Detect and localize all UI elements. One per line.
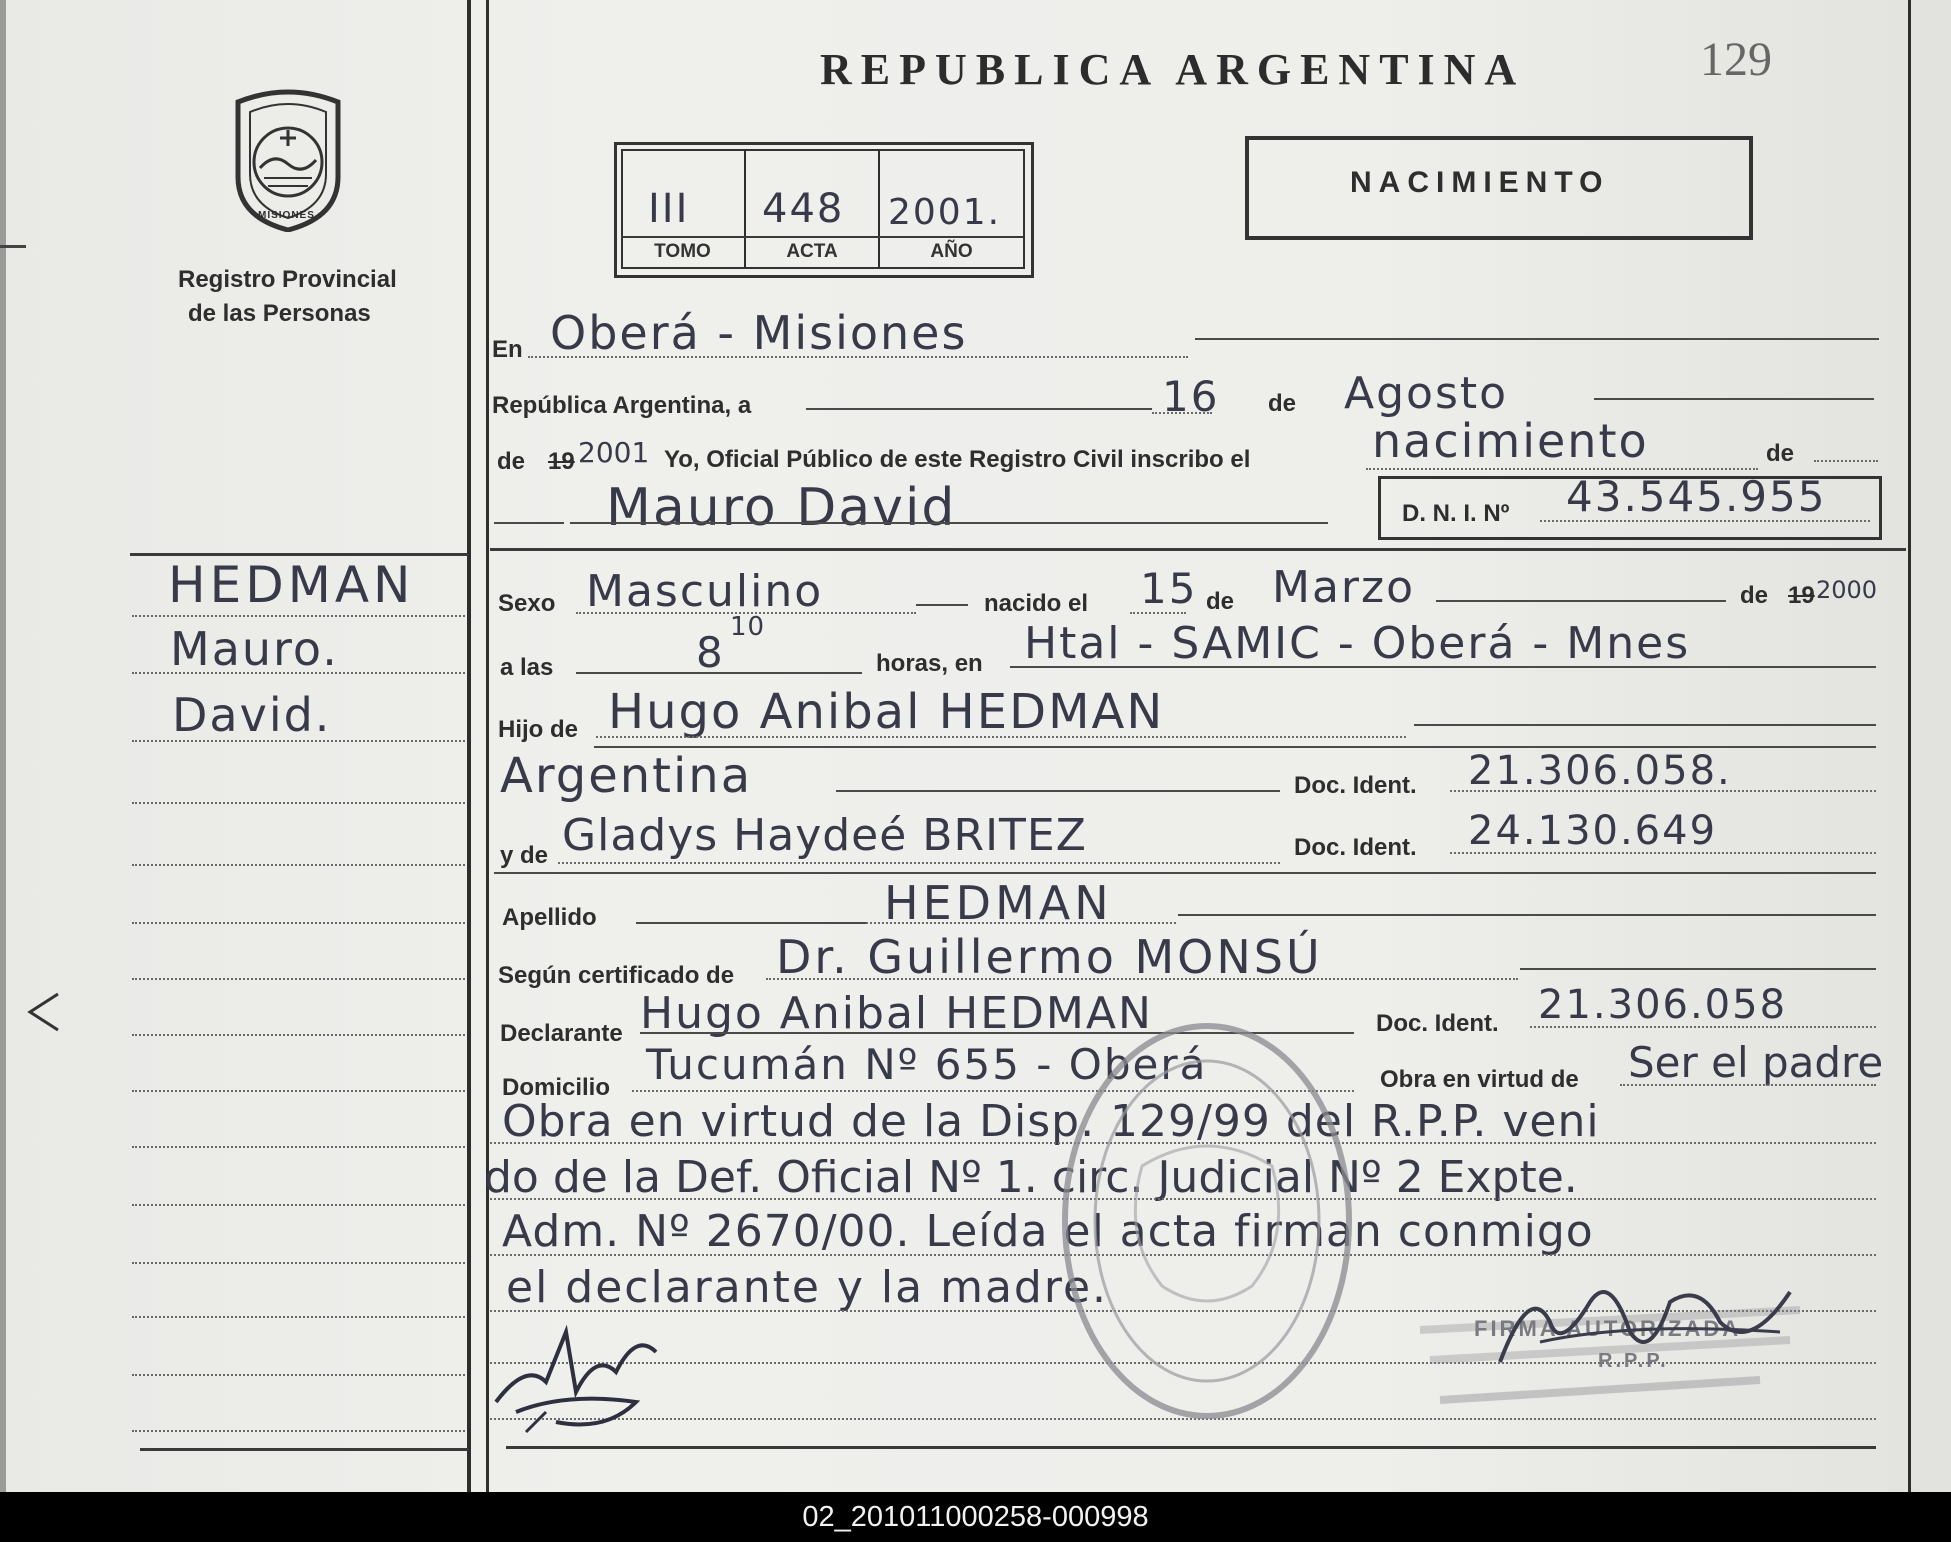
apellido-value: HEDMAN <box>884 876 1113 930</box>
ano-value: 2001. <box>888 192 1002 233</box>
inscribo-text: Yo, Oficial Público de este Registro Civil inscribo el <box>664 446 1251 473</box>
birth-month-value: Marzo <box>1272 562 1416 613</box>
file-id-caption: 02_201011000258-000998 <box>0 1492 1951 1542</box>
acta-value: 448 <box>762 186 845 232</box>
notes-line-2: do de la Def. Oficial Nº 1. circ. Judicial Nº 2 Expte. <box>484 1152 1578 1203</box>
binding-thread-icon <box>22 990 66 1034</box>
margin-line <box>132 1316 465 1318</box>
nationality-line <box>836 790 1280 792</box>
margin-line <box>132 615 465 617</box>
place-line <box>528 356 1188 358</box>
sexo-line-tail <box>916 604 968 606</box>
child-name-line <box>570 522 1328 524</box>
de-birth-month-label: de <box>1206 588 1235 615</box>
birth-month-line <box>1436 600 1726 602</box>
form-left-line <box>486 0 489 1492</box>
certificado-line-tail <box>1520 968 1876 970</box>
margin-line <box>132 740 465 742</box>
obra-label: Obra en virtud de <box>1380 1066 1579 1093</box>
obra-line <box>1620 1084 1876 1086</box>
apellido-label: Apellido <box>502 904 597 931</box>
date-line <box>806 408 1152 410</box>
acta-label: ACTA <box>786 241 838 262</box>
margin-line <box>132 1204 465 1206</box>
mother-name-line <box>558 862 1280 864</box>
margin-line <box>132 1430 465 1432</box>
seal-label: MISIONES <box>258 210 315 221</box>
en-label: En <box>492 336 523 363</box>
mother-doc-line <box>1450 852 1876 854</box>
record-type-label: NACIMIENTO <box>1350 166 1610 199</box>
minute-value: 10 <box>730 612 766 642</box>
tomo-value: III <box>648 186 690 232</box>
place-line-tail <box>1195 338 1879 340</box>
certificado-label: Según certificado de <box>498 962 735 989</box>
day-line <box>1152 412 1212 414</box>
father-name-line-tail <box>1414 724 1876 726</box>
margin-line <box>132 864 465 866</box>
father-doc-value: 21.306.058. <box>1468 748 1732 794</box>
tomo-label: TOMO <box>654 241 711 262</box>
page-number: 129 <box>1700 33 1772 86</box>
birth-day-line <box>1130 612 1186 614</box>
margin-line <box>132 802 465 804</box>
official-round-stamp-icon <box>1052 1016 1362 1426</box>
notes-line-1: Obra en virtud de la Disp. 129/99 del R.P.P. veni <box>502 1096 1600 1147</box>
de-birth-year-label: de <box>1740 582 1769 609</box>
declarant-signature-icon <box>486 1312 676 1442</box>
ano-label: AÑO <box>930 241 973 262</box>
father-doc-line <box>1450 790 1876 792</box>
de-after-act-line <box>1814 460 1878 462</box>
hour-value: 8 <box>696 628 725 677</box>
notes-line-4: el declarante y la madre. <box>506 1262 1109 1313</box>
act-type-value: nacimiento <box>1372 414 1649 468</box>
y-de-label: y de <box>500 842 549 869</box>
de-year-label: de <box>497 448 526 475</box>
horas-label: horas, en <box>876 650 983 677</box>
office-name-line2: de las Personas <box>188 300 371 327</box>
apellido-lead <box>636 922 866 924</box>
birth-day-value: 15 <box>1140 564 1198 613</box>
sexo-value: Masculino <box>586 566 824 617</box>
tomo-label-rule <box>621 236 1023 238</box>
binding-edge <box>0 0 6 1492</box>
margin-line <box>132 922 465 924</box>
child-name-value: Mauro David <box>606 478 957 538</box>
dni-label: D. N. I. Nº <box>1402 500 1510 527</box>
year-prefix: 19 <box>548 448 575 475</box>
month-line <box>1594 398 1874 400</box>
margin-divider-line <box>467 0 471 1492</box>
sexo-label: Sexo <box>498 590 556 617</box>
certificado-line <box>766 978 1518 980</box>
birth-year-value: 2000 <box>1816 576 1878 604</box>
republica-label: República Argentina, a <box>492 392 752 419</box>
dni-line <box>1540 520 1870 522</box>
doc-ident-label-mother: Doc. Ident. <box>1294 834 1417 861</box>
form-right-line <box>1908 0 1911 1492</box>
form-bottom-rule <box>506 1446 1876 1449</box>
section-divider <box>490 548 1906 551</box>
margin-line <box>132 672 465 674</box>
birth-place-value: Htal - SAMIC - Oberá - Mnes <box>1024 618 1691 669</box>
declarante-doc-value: 21.306.058 <box>1538 982 1788 1028</box>
margin-line <box>132 1090 465 1092</box>
de-label: de <box>1268 390 1297 417</box>
nacido-label: nacido el <box>984 590 1089 617</box>
declarante-doc-line <box>1530 1026 1876 1028</box>
notes-line-3: Adm. Nº 2670/00. Leída el acta firman conmigo <box>502 1206 1594 1257</box>
obra-value: Ser el padre <box>1628 1038 1884 1087</box>
mother-doc-value: 24.130.649 <box>1468 808 1718 854</box>
doc-ident-label: Doc. Ident. <box>1294 772 1417 799</box>
margin-line <box>132 1146 465 1148</box>
margin-line <box>132 978 465 980</box>
authorized-signature-label: FIRMA AUTORIZADA <box>1474 1316 1742 1341</box>
margin-line <box>132 1034 465 1036</box>
birth-year-prefix: 19 <box>1788 582 1815 609</box>
de-after-act-label: de <box>1766 440 1795 467</box>
domicilio-label: Domicilio <box>502 1074 611 1101</box>
apellido-line-tail <box>1178 914 1876 916</box>
declarante-value: Hugo Anibal HEDMAN <box>640 988 1153 1039</box>
margin-line <box>132 1374 465 1376</box>
binding-mark <box>0 245 26 248</box>
margin-line <box>132 1262 465 1264</box>
act-type-line <box>1366 468 1758 470</box>
margin-middle-name: David. <box>172 688 332 742</box>
doc-ident-label-declarante: Doc. Ident. <box>1376 1010 1499 1037</box>
apellido-line <box>866 922 1176 924</box>
month-value: Agosto <box>1344 368 1509 419</box>
child-name-lead <box>494 522 564 524</box>
margin-first-name: Mauro. <box>170 622 339 676</box>
father-name-line <box>596 736 1406 738</box>
place-value: Oberá - Misiones <box>550 306 968 360</box>
domicilio-value: Tucumán Nº 655 - Oberá <box>646 1040 1208 1089</box>
a-las-label: a las <box>500 654 554 681</box>
day-value: 16 <box>1162 372 1220 421</box>
dni-value: 43.545.955 <box>1566 472 1827 521</box>
margin-surname: HEDMAN <box>168 556 415 614</box>
father-name-value: Hugo Anibal HEDMAN <box>608 684 1165 740</box>
margin-bottom-rule <box>140 1448 468 1451</box>
declarante-label: Declarante <box>500 1020 623 1047</box>
hijo-label: Hijo de <box>498 716 579 743</box>
year-value: 2001 <box>578 436 650 469</box>
certificado-value: Dr. Guillermo MONSÚ <box>776 930 1323 984</box>
page-title: REPUBLICA ARGENTINA <box>820 45 1526 94</box>
birth-place-line <box>1010 666 1876 668</box>
official-signature-icon <box>1480 1262 1810 1382</box>
mother-underline <box>494 872 1876 874</box>
father-nationality-value: Argentina <box>500 748 753 804</box>
authorized-office-label: R.P.P. <box>1598 1350 1669 1372</box>
office-name-line1: Registro Provincial <box>178 266 397 293</box>
mother-name-value: Gladys Haydeé BRITEZ <box>562 810 1087 861</box>
